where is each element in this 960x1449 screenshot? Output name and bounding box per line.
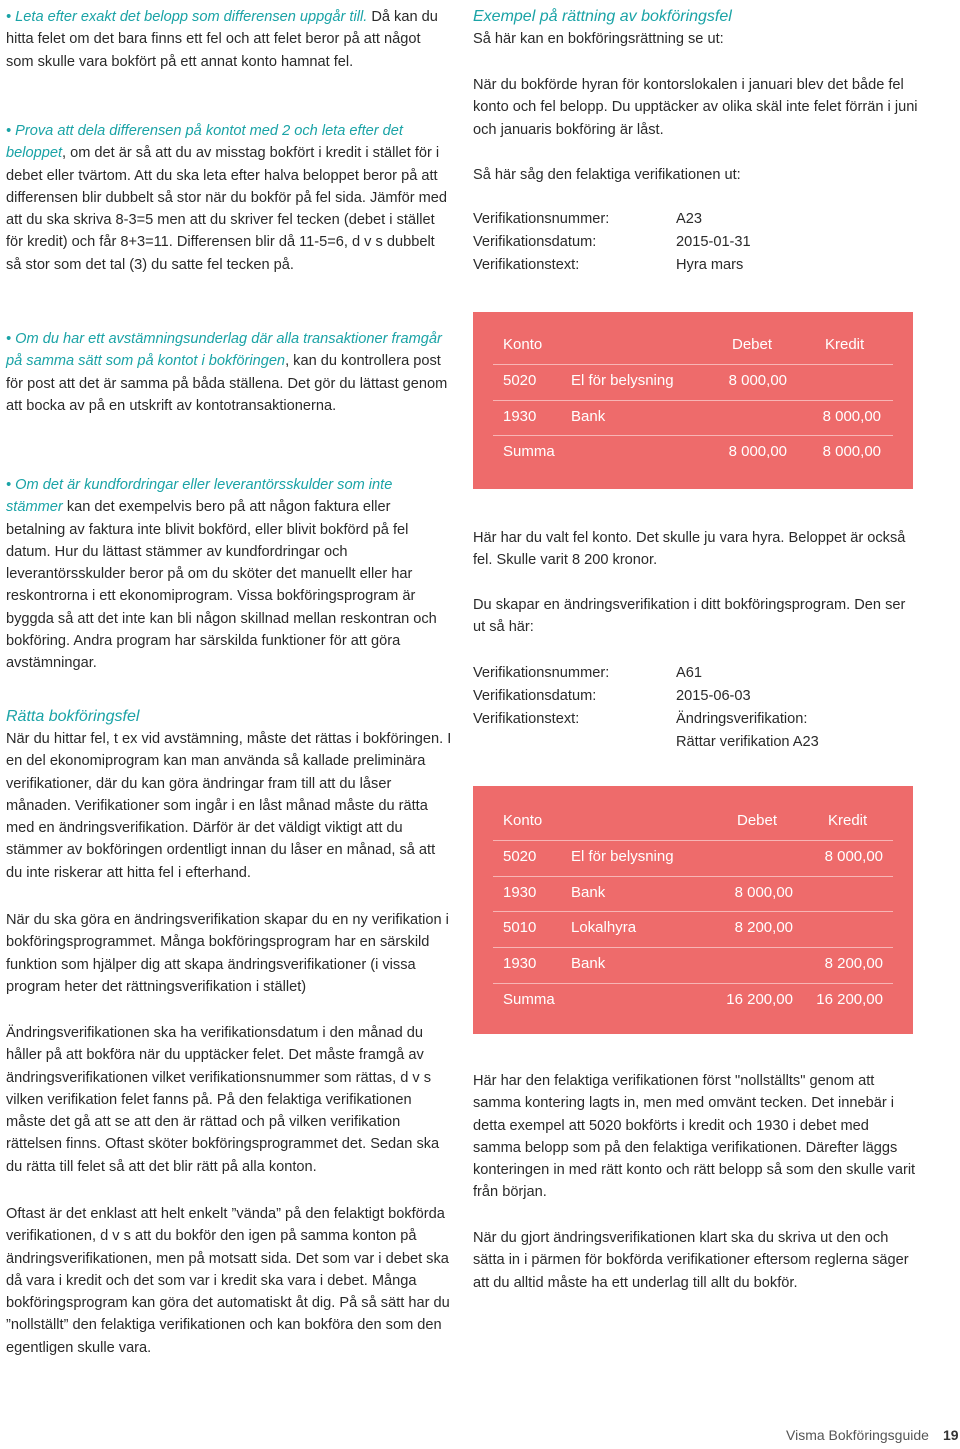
paragraph: Så här såg den felaktiga verifikationen ut:	[473, 167, 741, 183]
bullet-lead: • Prova att dela differensen på kontot med 2 och leta efter det beloppet	[6, 123, 403, 162]
bullet-lead: • Om du har ett avstämningsunderlag där alla transaktioner framgår på samma sätt som på kontot i bokföringen	[6, 331, 442, 370]
example-box	[473, 6, 918, 50]
divider	[493, 435, 893, 436]
bullet-text: kan det exempelvis bero på att någon faktura eller betalning av faktura inte blivit bokförd, eller blivit bokförd på fel datum. Hur du lättast stämmer av kundfordringar och leverantörsskulder beror på om du sköter det manuellt eller har reskontrorna i ett ekonomiprogram. Vissa bokföringsprogram är byggda så att det inte kan bli någon skillnad mellan reskontran och bokföring. Andra program har särskilda funktioner för att göra avstämningar.	[6, 499, 437, 672]
bullet-text: Då kan du hitta felet om det bara finns ett fel och att felet beror på att något som skulle vara bokfört på ett annat konto hamnat fel.	[6, 9, 438, 70]
verification-table-a61	[473, 786, 913, 1034]
paragraph: Här har den felaktiga verifikationen först "nollställts" genom att samma kontering lagts in, men med omvänt tecken. Det innebär i detta exempel att 5020 bokförts i kredit och 1930 i debet med samma belopp som på den felaktiga verifikationen. Därefter läggs konteringen in med rätt konto och rätt belopp så som den skulle varit från början.	[473, 1073, 916, 1201]
example-intro: Så här kan en bokföringsrättning se ut:	[473, 31, 724, 47]
kv-row: Rättar verifikation A23	[676, 734, 819, 750]
table-total-row: Summa 8 000,00 8 000,00	[503, 443, 881, 460]
table-row: 5010 Lokalhyra 8 200,00	[503, 919, 793, 936]
example-heading: Exempel på rättning av bokföringsfel	[473, 8, 732, 25]
footer-title: Visma Bokföringsguide	[786, 1427, 929, 1443]
kv-row: Verifikationsdatum: 2015-06-03	[473, 688, 751, 704]
divider	[493, 911, 893, 912]
divider	[493, 876, 893, 877]
table-row: 5020 El för belysning 8 000,00	[503, 848, 883, 865]
paragraph: Du skapar en ändringsverifikation i ditt bokföringsprogram. Den ser ut så här:	[473, 597, 906, 636]
bullet-lead: • Om det är kundfordringar eller leverantörsskulder som inte stämmer	[6, 477, 393, 516]
verification-details-a23	[473, 208, 918, 277]
paragraph: Ändringsverifikationen ska ha verifikationsdatum i den månad du håller på att bokföra när du upptäcker felet. Det måste framgå av ändringsverifikationen vilket verifikationsnummer som rättas, d v s vilken verifikation felet fanns på. På den felaktiga verifikationen måste det gå att se att den är rättad och på vilken verifikation rättelsen finns. Oftast sköter bokföringsprogrammet det. Sedan ska du rätta till felet så att det blir rätt på alla konton.	[6, 1025, 440, 1175]
divider	[493, 400, 893, 401]
table-row: 1930 Bank 8 200,00	[503, 955, 883, 972]
kv-row: Verifikationsnummer: A23	[473, 211, 702, 227]
bullet-exact-amount	[6, 6, 452, 73]
bullet-receivables-payables	[6, 474, 452, 675]
paragraph: Här har du valt fel konto. Det skulle ju vara hyra. Beloppet är också fel. Skulle varit 8 200 kronor.	[473, 530, 906, 569]
bullet-text: , kan du kontrollera post för post att det är samma på båda ställena. Det gör du lättast genom att bocka av på en utskrift av kontotransaktionerna.	[6, 353, 448, 414]
table-total-row: Summa 16 200,00 16 200,00	[503, 991, 883, 1008]
table-row: 1930 Bank 8 000,00	[503, 408, 881, 425]
section-heading: Rätta bokföringsfel	[6, 708, 140, 725]
page-number: 19	[942, 1427, 959, 1443]
bullet-halve-difference	[6, 120, 452, 276]
bullet-text: , om det är så att du av misstag bokfört i kredit i stället för i debet eller tvärtom. Att du ska leta efter halva beloppet beror på att differensen blir dubbelt så stor när du bokför på fel sida. Jämför med att du ska skriva 8-3=5 men att du skriver fel tecken (debet i stället för kredit) och får 8+3=11. Differensen blir då 11-5=6, d v s dubbelt så stor som det tal (3) du satte fel tecken på.	[6, 145, 448, 273]
divider	[493, 840, 893, 841]
table-header-row: Konto Debet Kredit	[503, 812, 868, 829]
kv-row: Verifikationsnummer: A61	[473, 665, 702, 681]
paragraph: Oftast är det enklast att helt enkelt ”vända” på den felaktigt bokförda verifikationen, d v s att du bokför den igen på samma konton på ändringsverifikationen, men på motsatt sida. Det som var i debet ska då vara i kredit och det som var i kredit ska vara i debet. Många bokföringsprogram kan göra det automatiskt åt dig. På så sätt har du ”nollställt” den felaktiga verifikationen och kan bokföra den som den egentligen skulle vara.	[6, 1206, 450, 1356]
verification-table-a23	[473, 312, 913, 489]
verification-details-a61	[473, 662, 918, 754]
page-footer	[786, 1427, 959, 1443]
kv-row: Verifikationsdatum: 2015-01-31	[473, 234, 751, 250]
bullet-lead: • Leta efter exakt det belopp som differensen uppgår till.	[6, 9, 368, 25]
paragraph: När du gjort ändringsverifikationen klart ska du skriva ut den och sätta in i pärmen för bokförda verifikationer eftersom reglerna säger att du alltid måste ha ett underlag till allt du bokför.	[473, 1230, 909, 1291]
bullet-reconciliation-basis	[6, 328, 452, 417]
kv-row: Verifikationstext: Hyra mars	[473, 257, 744, 273]
table-header-row: Konto Debet Kredit	[503, 336, 865, 353]
divider	[493, 364, 893, 365]
divider	[493, 983, 893, 984]
kv-row: Verifikationstext: Ändringsverifikation:	[473, 711, 808, 727]
table-row: 1930 Bank 8 000,00	[503, 884, 793, 901]
section-correct-errors	[6, 706, 452, 884]
divider	[493, 947, 893, 948]
table-row: 5020 El för belysning 8 000,00	[503, 372, 787, 389]
paragraph: När du ska göra en ändringsverifikation skapar du en ny verifikation i bokföringsprogrammet. Många bokföringsprogram har en särskild funktion som hjälper dig att skapa ändringsverifikationer (i vissa program heter det rättningsverifikation i stället)	[6, 912, 449, 995]
paragraph: När du bokförde hyran för kontorslokalen i januari blev det både fel konto och fel belopp. Du upptäcker av olika skäl inte felet förrän i juni och januaris bokföring är låst.	[473, 77, 918, 138]
paragraph: När du hittar fel, t ex vid avstämning, måste det rättas i bokföringen. I en del ekonomiprogram kan man använda så kallade preliminära verifikationer, där du kan göra ändringar fram till att du låser månaden. Verifikationer som ingår i en låst månad måste du rätta med en ändringsverifikation. Därför är det väldigt viktigt att du stämmer av bokföringen ordentligt innan du låser en månad, så att du inte riskerar att hitta fel i efterhand.	[6, 731, 452, 881]
